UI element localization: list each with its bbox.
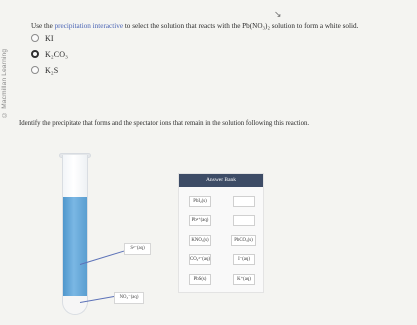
option-label: K₂CO₃	[45, 49, 68, 59]
bank-empty-slot	[233, 215, 255, 226]
instruction-text: Identify the precipitate that forms and the spectator ions that remain in the solution following this reaction.	[19, 120, 310, 127]
option-k2co3[interactable]	[31, 48, 68, 60]
drop-target-solution[interactable]: S²⁻(aq)	[124, 243, 151, 255]
bank-empty-slot	[233, 196, 255, 207]
option-label: K₂S	[45, 65, 59, 75]
bank-item-pb2plus[interactable]: Pb²⁺(aq)	[189, 215, 211, 226]
test-tube	[62, 155, 88, 315]
option-ki[interactable]	[31, 32, 54, 44]
bank-item-pbco3[interactable]: PbCO₃(s)	[231, 235, 256, 246]
mouse-cursor-icon: ↘	[274, 10, 282, 20]
solution-liquid	[63, 197, 87, 297]
precipitation-interactive-link[interactable]: precipitation interactive	[54, 22, 124, 30]
copyright-credit: © Macmillan Learning	[1, 48, 8, 118]
radio-button[interactable]	[31, 66, 39, 74]
question-intro: Use the	[31, 22, 55, 30]
answer-bank-title: Answer Bank	[179, 174, 263, 187]
drop-target-precipitate[interactable]: NO₃⁻(aq)	[114, 292, 144, 304]
bank-item-kno3[interactable]: KNO₃(s)	[189, 235, 211, 246]
bank-item-pbs[interactable]: PbS(s)	[189, 274, 211, 285]
option-label: KI	[45, 33, 54, 43]
bank-item-pbi2[interactable]: PbI₂(s)	[189, 196, 211, 207]
bank-item-k-plus[interactable]: K⁺(aq)	[233, 274, 255, 285]
answer-bank	[178, 173, 264, 293]
radio-button[interactable]	[31, 34, 39, 42]
question-text	[31, 22, 358, 30]
bank-item-i-minus[interactable]: I⁻(aq)	[233, 254, 255, 265]
precipitate-layer	[63, 296, 87, 314]
option-k2s[interactable]	[31, 64, 58, 76]
bank-item-co3-2minus[interactable]: CO₃²⁻(aq)	[189, 254, 211, 265]
radio-button-selected[interactable]	[31, 50, 39, 58]
question-body: to select the solution that reacts with the Pb(NO₃)₂ solution to form a white solid.	[123, 22, 359, 30]
